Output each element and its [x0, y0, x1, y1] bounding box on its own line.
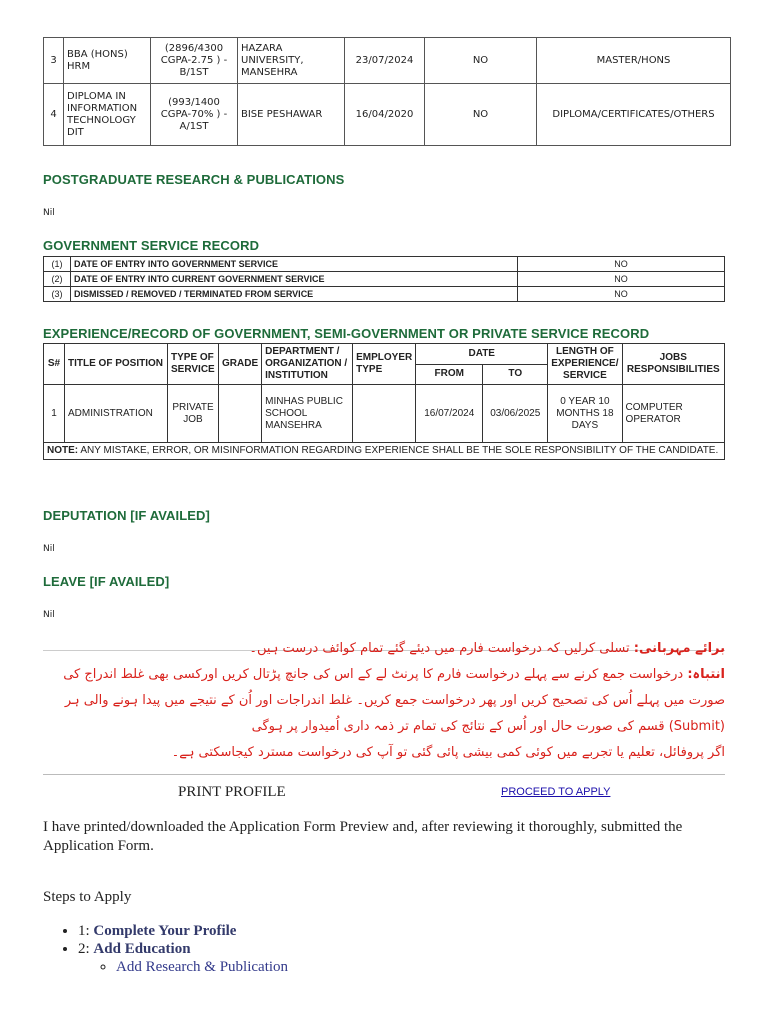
- urdu-line-3: اگر پروفائل، تعلیم یا تجربے میں کوئی کمی بیشی پائی گئی تو آپ کی درخواست مسترد کیجاسکتی ہے۔: [171, 745, 725, 760]
- edu-institute: BISE PESHAWAR: [238, 84, 345, 146]
- step-number: 2:: [78, 941, 90, 957]
- divider: [43, 774, 725, 775]
- col-grade: GRADE: [219, 344, 262, 385]
- edu-marks: (993/1400 CGPA-70% ) - A/1ST: [151, 84, 238, 146]
- research-heading: POSTGRADUATE RESEARCH & PUBLICATIONS: [43, 172, 345, 187]
- leave-value: Nil: [43, 610, 55, 620]
- deputation-value: Nil: [43, 544, 55, 554]
- urdu-line2-text: درخواست جمع کرنے سے پہلے درخواست فارم کا پرنٹ لے کے اس کی جانچ پڑتال کریں اورکسی بھی غلط اندراج کی صورت میں پہلے اُس کی تصحیح کریں اور پھر درخواست جمع کریں۔ غلط اندراجات اور اُن کے نتیجے میں پیدا ہونے والی ہر (Submit) قسم کی صورت حال اور اُس کے نتائج کی تمام تر ذمہ داری اُمیدوار پر ہوگی: [63, 667, 725, 734]
- edu-date: 16/04/2020: [345, 84, 425, 146]
- step-number: 1:: [78, 923, 90, 939]
- edu-flag: NO: [425, 38, 537, 84]
- leave-heading: LEAVE [IF AVAILED]: [43, 574, 170, 589]
- gov-service-table: [43, 256, 725, 302]
- table-row: [44, 385, 725, 443]
- note-row: [44, 443, 725, 460]
- edu-flag: NO: [425, 84, 537, 146]
- col-type: TYPE OF SERVICE: [168, 344, 219, 385]
- gov-row-value: NO: [518, 257, 725, 272]
- add-research-link[interactable]: Add Research & Publication: [116, 959, 289, 975]
- research-value: Nil: [43, 208, 55, 218]
- deputation-heading: DEPUTATION [IF AVAILED]: [43, 508, 210, 523]
- gov-service-heading: GOVERNMENT SERVICE RECORD: [43, 238, 260, 253]
- col-length: LENGTH OF EXPERIENCE/ SERVICE: [548, 344, 622, 385]
- col-to: TO: [483, 364, 548, 385]
- experience-heading: EXPERIENCE/RECORD OF GOVERNMENT, SEMI-GOVERNMENT OR PRIVATE SERVICE RECORD: [43, 326, 650, 341]
- edu-degree: BBA (HONS) HRM: [64, 38, 151, 84]
- list-item: [78, 922, 288, 940]
- edu-date: 23/07/2024: [345, 38, 425, 84]
- edu-level: MASTER/HONS: [537, 38, 731, 84]
- edu-marks: (2896/4300 CGPA-2.75 ) - B/1ST: [151, 38, 238, 84]
- exp-from: 16/07/2024: [416, 385, 483, 443]
- col-employer: EMPLOYER TYPE: [353, 344, 416, 385]
- urdu-line1-text: تسلی کرلیں کہ درخواست فارم میں دیئے گئے تمام کوائف درست ہیں۔: [249, 641, 630, 656]
- urdu-line1-label: برائے مہربانی:: [633, 641, 725, 656]
- exp-to: 03/06/2025: [483, 385, 548, 443]
- gov-row-num: (2): [44, 272, 71, 287]
- exp-dept: MINHAS PUBLIC SCHOOL MANSEHRA: [262, 385, 353, 443]
- col-date: DATE: [416, 344, 548, 365]
- list-item: [78, 940, 288, 976]
- col-jobs: JOBS RESPONSIBILITIES: [622, 344, 724, 385]
- gov-row-label: DATE OF ENTRY INTO GOVERNMENT SERVICE: [71, 257, 518, 272]
- edu-sno: 4: [44, 84, 64, 146]
- proceed-to-apply-link[interactable]: PROCEED TO APPLY: [501, 786, 611, 798]
- urdu-line2-label: انتباہ:: [687, 667, 725, 682]
- gov-row-label: DATE OF ENTRY INTO CURRENT GOVERNMENT SERVICE: [71, 272, 518, 287]
- col-sno: S#: [44, 344, 65, 385]
- table-row: [44, 272, 725, 287]
- gov-row-num: (1): [44, 257, 71, 272]
- table-row: [44, 287, 725, 302]
- edu-level: DIPLOMA/CERTIFICATES/OTHERS: [537, 84, 731, 146]
- list-item: [116, 958, 288, 976]
- edu-sno: 3: [44, 38, 64, 84]
- exp-length: 0 YEAR 10 MONTHS 18 DAYS: [548, 385, 622, 443]
- steps-title: Steps to Apply: [43, 889, 132, 905]
- table-row: [44, 257, 725, 272]
- gov-row-value: NO: [518, 287, 725, 302]
- urdu-line-1: [43, 636, 725, 662]
- col-dept: DEPARTMENT / ORGANIZATION / INSTITUTION: [262, 344, 353, 385]
- table-row: [44, 38, 731, 84]
- edu-institute: HAZARA UNIVERSITY, MANSEHRA: [238, 38, 345, 84]
- urdu-warning: [43, 636, 725, 766]
- edu-degree: DIPLOMA IN INFORMATION TECHNOLOGY DIT: [64, 84, 151, 146]
- complete-profile-link[interactable]: Complete Your Profile: [93, 923, 237, 939]
- experience-note: [44, 443, 725, 460]
- education-table: [43, 37, 731, 146]
- exp-grade: [219, 385, 262, 443]
- col-title: TITLE OF POSITION: [65, 344, 168, 385]
- add-education-link[interactable]: Add Education: [93, 941, 191, 957]
- steps-list: [43, 922, 288, 976]
- gov-row-value: NO: [518, 272, 725, 287]
- note-label: NOTE:: [47, 445, 79, 456]
- col-from: FROM: [416, 364, 483, 385]
- exp-jobs: COMPUTER OPERATOR: [622, 385, 724, 443]
- print-profile-button[interactable]: PRINT PROFILE: [178, 784, 286, 800]
- confirmation-text: I have printed/downloaded the Application Form Preview and, after reviewing it thoroughly, submitted the Application Form.: [43, 819, 683, 854]
- exp-sno: 1: [44, 385, 65, 443]
- note-text: ANY MISTAKE, ERROR, OR MISINFORMATION REGARDING EXPERIENCE SHALL BE THE SOLE RESPONSIBILITY OF THE CANDIDATE.: [80, 445, 719, 456]
- gov-row-label: DISMISSED / REMOVED / TERMINATED FROM SERVICE: [71, 287, 518, 302]
- exp-title: ADMINISTRATION: [65, 385, 168, 443]
- exp-employer: [353, 385, 416, 443]
- urdu-line-2: [43, 662, 725, 740]
- experience-table: [43, 343, 725, 460]
- exp-type: PRIVATE JOB: [168, 385, 219, 443]
- gov-row-num: (3): [44, 287, 71, 302]
- table-header-row: [44, 344, 725, 365]
- table-row: [44, 84, 731, 146]
